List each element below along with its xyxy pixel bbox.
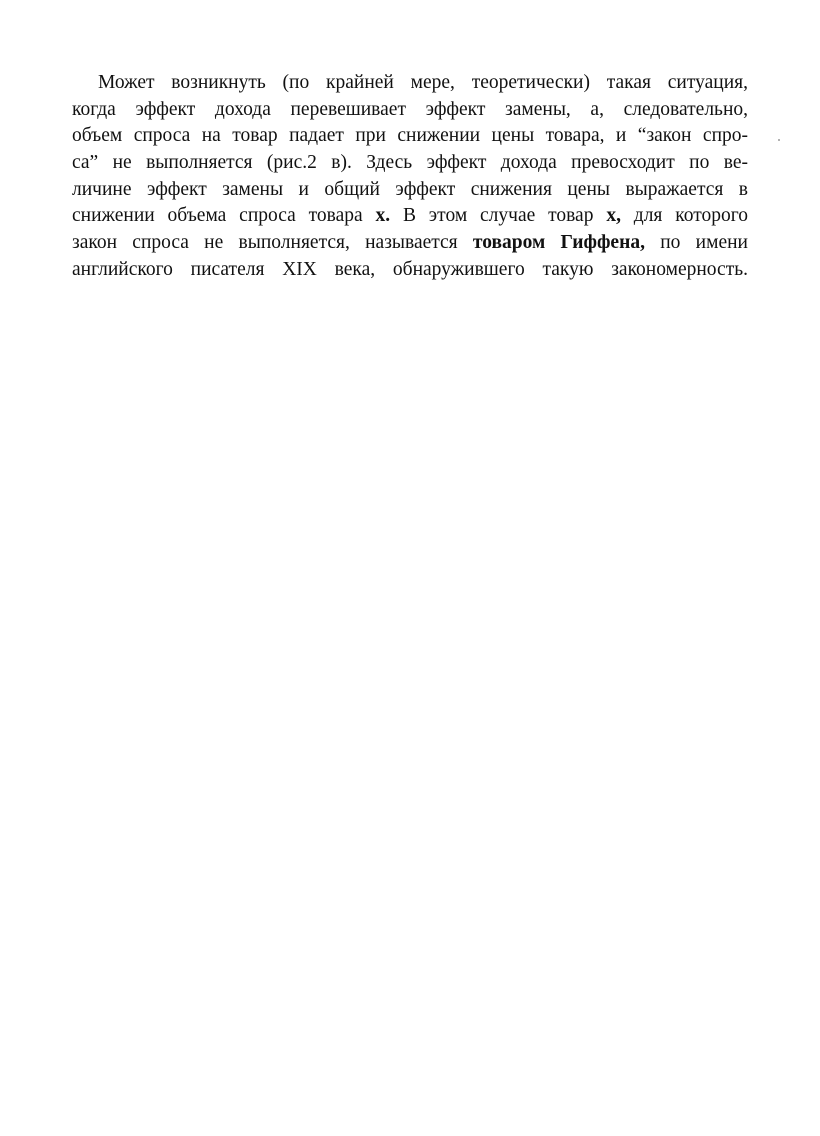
text-line bbox=[72, 257, 748, 284]
text-line bbox=[72, 150, 748, 177]
bold-variable-x: x, bbox=[606, 205, 621, 227]
text-line bbox=[72, 177, 748, 204]
bold-term-giffen-good: товаром Гиффена, bbox=[472, 232, 645, 254]
text-run: личине эффект замены и общий эффект снижения цены выражается в bbox=[72, 178, 748, 200]
text-run: объем спроса на товар падает при снижении цены товара, и “закон спро- bbox=[72, 125, 748, 147]
text-run: Может возникнуть (по крайней мере, теоретически) такая ситуация, bbox=[98, 72, 748, 93]
bold-variable-x: x. bbox=[375, 205, 391, 227]
text-run: снижении объема спроса товара bbox=[72, 205, 376, 227]
text-line bbox=[72, 97, 748, 124]
text-run: закон спроса не выполняется, называется bbox=[72, 232, 473, 254]
text-run: В этом случае товар bbox=[390, 205, 607, 227]
text-run: английского писателя XIX века, обнаружившего такую закономерность. bbox=[72, 258, 748, 280]
text-line bbox=[72, 70, 748, 97]
body-paragraph bbox=[72, 70, 748, 284]
scan-speck bbox=[778, 139, 780, 141]
text-run: для которого bbox=[620, 205, 748, 227]
text-line bbox=[72, 203, 748, 230]
text-run: са” не выполняется (рис.2 в). Здесь эффект дохода превосходит по ве- bbox=[72, 152, 748, 174]
text-line bbox=[72, 230, 748, 257]
text-run: по имени bbox=[644, 232, 748, 254]
text-line bbox=[72, 123, 748, 150]
text-run: когда эффект дохода перевешивает эффект замены, а, следовательно, bbox=[72, 98, 748, 120]
